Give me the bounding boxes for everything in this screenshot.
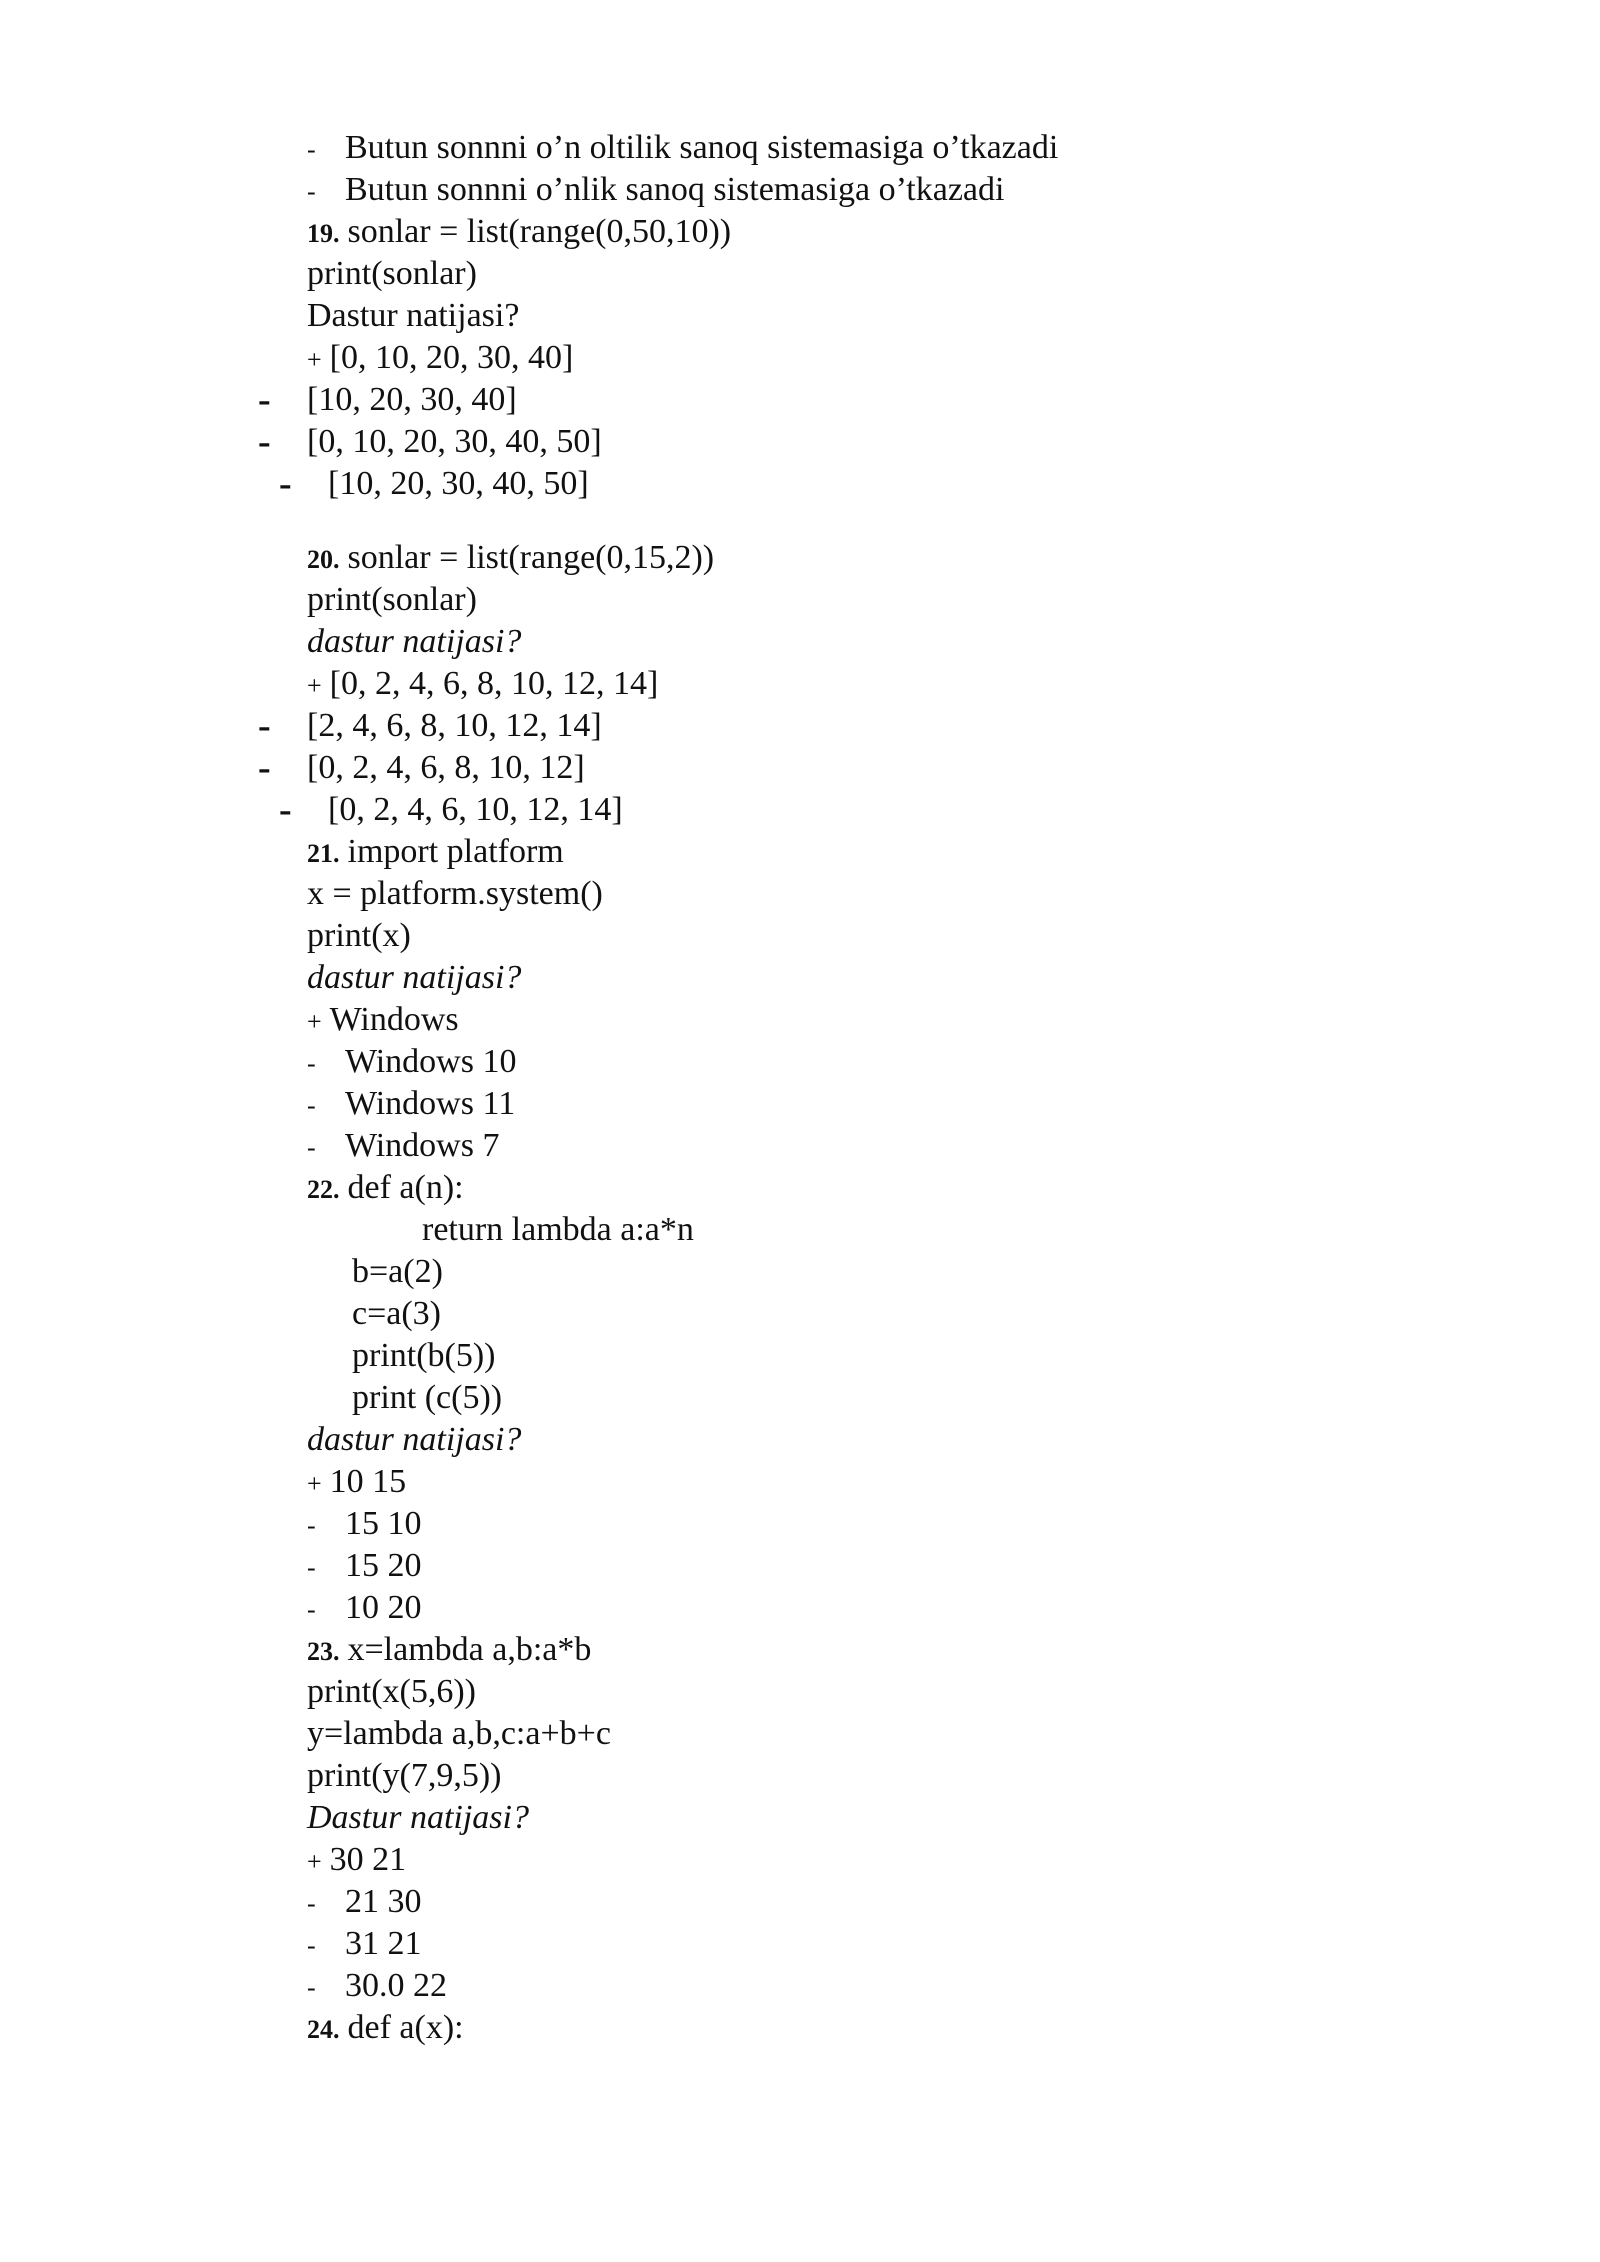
text-line — [307, 1924, 422, 1966]
line-text: c=a(3) — [352, 1295, 442, 1332]
line-text: dastur natijasi? — [307, 959, 522, 996]
text-line — [307, 538, 714, 580]
line-text: Windows 10 — [345, 1043, 517, 1080]
line-text: print(y(7,9,5)) — [307, 1757, 502, 1794]
dash-bullet: - — [307, 1889, 316, 1918]
text-line — [307, 1588, 422, 1630]
text-line — [258, 747, 585, 789]
outer-bullet: - — [258, 421, 271, 463]
text-line — [307, 1840, 406, 1882]
line-text: print(x) — [307, 917, 411, 954]
text-line — [307, 874, 603, 914]
text-line — [352, 1294, 441, 1334]
correct-answer-marker: + — [307, 1847, 322, 1876]
line-text: 31 21 — [345, 1925, 422, 1962]
line-text: 15 10 — [345, 1505, 422, 1542]
line-text: Butun sonnni o’n oltilik sanoq sistemasiga o’tkazadi — [345, 129, 1059, 166]
question-number: 24. — [307, 2015, 340, 2044]
outer-bullet: - — [258, 379, 271, 421]
text-line — [258, 379, 517, 421]
line-text: return lambda a:a*n — [422, 1211, 694, 1248]
line-text: Windows 11 — [345, 1085, 516, 1122]
text-line — [307, 580, 477, 620]
text-line — [307, 1756, 502, 1796]
dash-bullet: - — [307, 1553, 316, 1582]
text-line — [307, 1882, 422, 1924]
text-line — [279, 463, 589, 505]
question-number: 20. — [307, 545, 340, 574]
line-text: [10, 20, 30, 40] — [307, 381, 517, 418]
text-line — [307, 1630, 591, 1672]
correct-answer-marker: + — [307, 345, 322, 374]
correct-answer-marker: + — [307, 1007, 322, 1036]
text-line — [307, 1042, 516, 1084]
text-line — [307, 1462, 406, 1504]
text-line — [307, 338, 573, 380]
outer-bullet: - — [279, 789, 292, 831]
line-text: 21 30 — [345, 1883, 422, 1920]
text-line — [307, 128, 1058, 170]
line-text: print(sonlar) — [307, 581, 477, 618]
line-text: sonlar = list(range(0,50,10)) — [347, 213, 732, 250]
text-line — [307, 1966, 447, 2008]
line-text: print(sonlar) — [307, 255, 477, 292]
text-line — [258, 421, 602, 463]
dash-bullet: - — [307, 1595, 316, 1624]
line-text: dastur natijasi? — [307, 623, 522, 660]
line-text: Windows — [329, 1001, 459, 1038]
line-text: x = platform.system() — [307, 875, 603, 912]
line-text: Windows 7 — [345, 1127, 500, 1164]
text-line — [307, 1504, 422, 1546]
line-text: [0, 2, 4, 6, 10, 12, 14] — [328, 791, 623, 828]
text-line — [307, 212, 731, 254]
outer-bullet: - — [258, 747, 271, 789]
line-text: dastur natijasi? — [307, 1421, 522, 1458]
line-text: def a(n): — [347, 1169, 464, 1206]
line-text: sonlar = list(range(0,15,2)) — [347, 539, 715, 576]
line-text: [2, 4, 6, 8, 10, 12, 14] — [307, 707, 602, 744]
line-text: 10 15 — [329, 1463, 407, 1500]
line-text: 30.0 22 — [345, 1967, 447, 2004]
line-text: 30 21 — [329, 1841, 407, 1878]
outer-bullet: - — [258, 705, 271, 747]
text-line — [307, 296, 519, 336]
line-text: 10 20 — [345, 1589, 422, 1626]
dash-bullet: - — [307, 1133, 316, 1162]
text-line — [307, 622, 521, 662]
line-text: [0, 2, 4, 6, 8, 10, 12] — [307, 749, 585, 786]
text-line — [307, 1798, 529, 1838]
text-line — [307, 1126, 499, 1168]
line-text: def a(x): — [347, 2009, 464, 2046]
text-line — [307, 1000, 459, 1042]
text-line — [307, 1546, 422, 1588]
line-text: [0, 10, 20, 30, 40] — [329, 339, 574, 376]
text-line — [352, 1252, 443, 1292]
line-text: [0, 10, 20, 30, 40, 50] — [307, 423, 602, 460]
line-text: 15 20 — [345, 1547, 422, 1584]
text-line — [307, 2008, 464, 2050]
line-text: [10, 20, 30, 40, 50] — [328, 465, 589, 502]
text-line — [422, 1210, 694, 1250]
text-line — [307, 832, 564, 874]
dash-bullet: - — [307, 1511, 316, 1540]
line-text: [0, 2, 4, 6, 8, 10, 12, 14] — [329, 665, 659, 702]
line-text: print(b(5)) — [352, 1337, 496, 1374]
line-text: Butun sonnni o’nlik sanoq sistemasiga o’tkazadi — [345, 171, 1005, 208]
correct-answer-marker: + — [307, 671, 322, 700]
text-line — [307, 1168, 464, 1210]
question-number: 19. — [307, 219, 340, 248]
line-text: print (c(5)) — [352, 1379, 503, 1416]
correct-answer-marker: + — [307, 1469, 322, 1498]
text-line — [307, 254, 477, 294]
text-line — [307, 1672, 476, 1712]
line-text: print(x(5,6)) — [307, 1673, 477, 1710]
text-line — [307, 1084, 515, 1126]
line-text: x=lambda a,b:a*b — [347, 1631, 592, 1668]
text-line — [307, 1420, 521, 1460]
text-line — [307, 958, 521, 998]
question-number: 23. — [307, 1637, 340, 1666]
dash-bullet: - — [307, 1973, 316, 2002]
dash-bullet: - — [307, 1931, 316, 1960]
text-line — [307, 916, 411, 956]
outer-bullet: - — [279, 463, 292, 505]
text-line — [352, 1378, 502, 1418]
dash-bullet: - — [307, 135, 316, 164]
question-number: 22. — [307, 1175, 340, 1204]
line-text: y=lambda a,b,c:a+b+c — [307, 1715, 611, 1752]
dash-bullet: - — [307, 1049, 316, 1078]
text-line — [307, 664, 658, 706]
question-number: 21. — [307, 839, 340, 868]
dash-bullet: - — [307, 1091, 316, 1120]
text-line — [258, 705, 602, 747]
line-text: import platform — [347, 833, 564, 870]
line-text: Dastur natijasi? — [307, 1799, 529, 1836]
text-line — [279, 789, 623, 831]
dash-bullet: - — [307, 177, 316, 206]
text-line — [352, 1336, 496, 1376]
line-text: Dastur natijasi? — [307, 297, 520, 334]
text-line — [307, 1714, 611, 1754]
line-text: b=a(2) — [352, 1253, 443, 1290]
text-line — [307, 170, 1004, 212]
